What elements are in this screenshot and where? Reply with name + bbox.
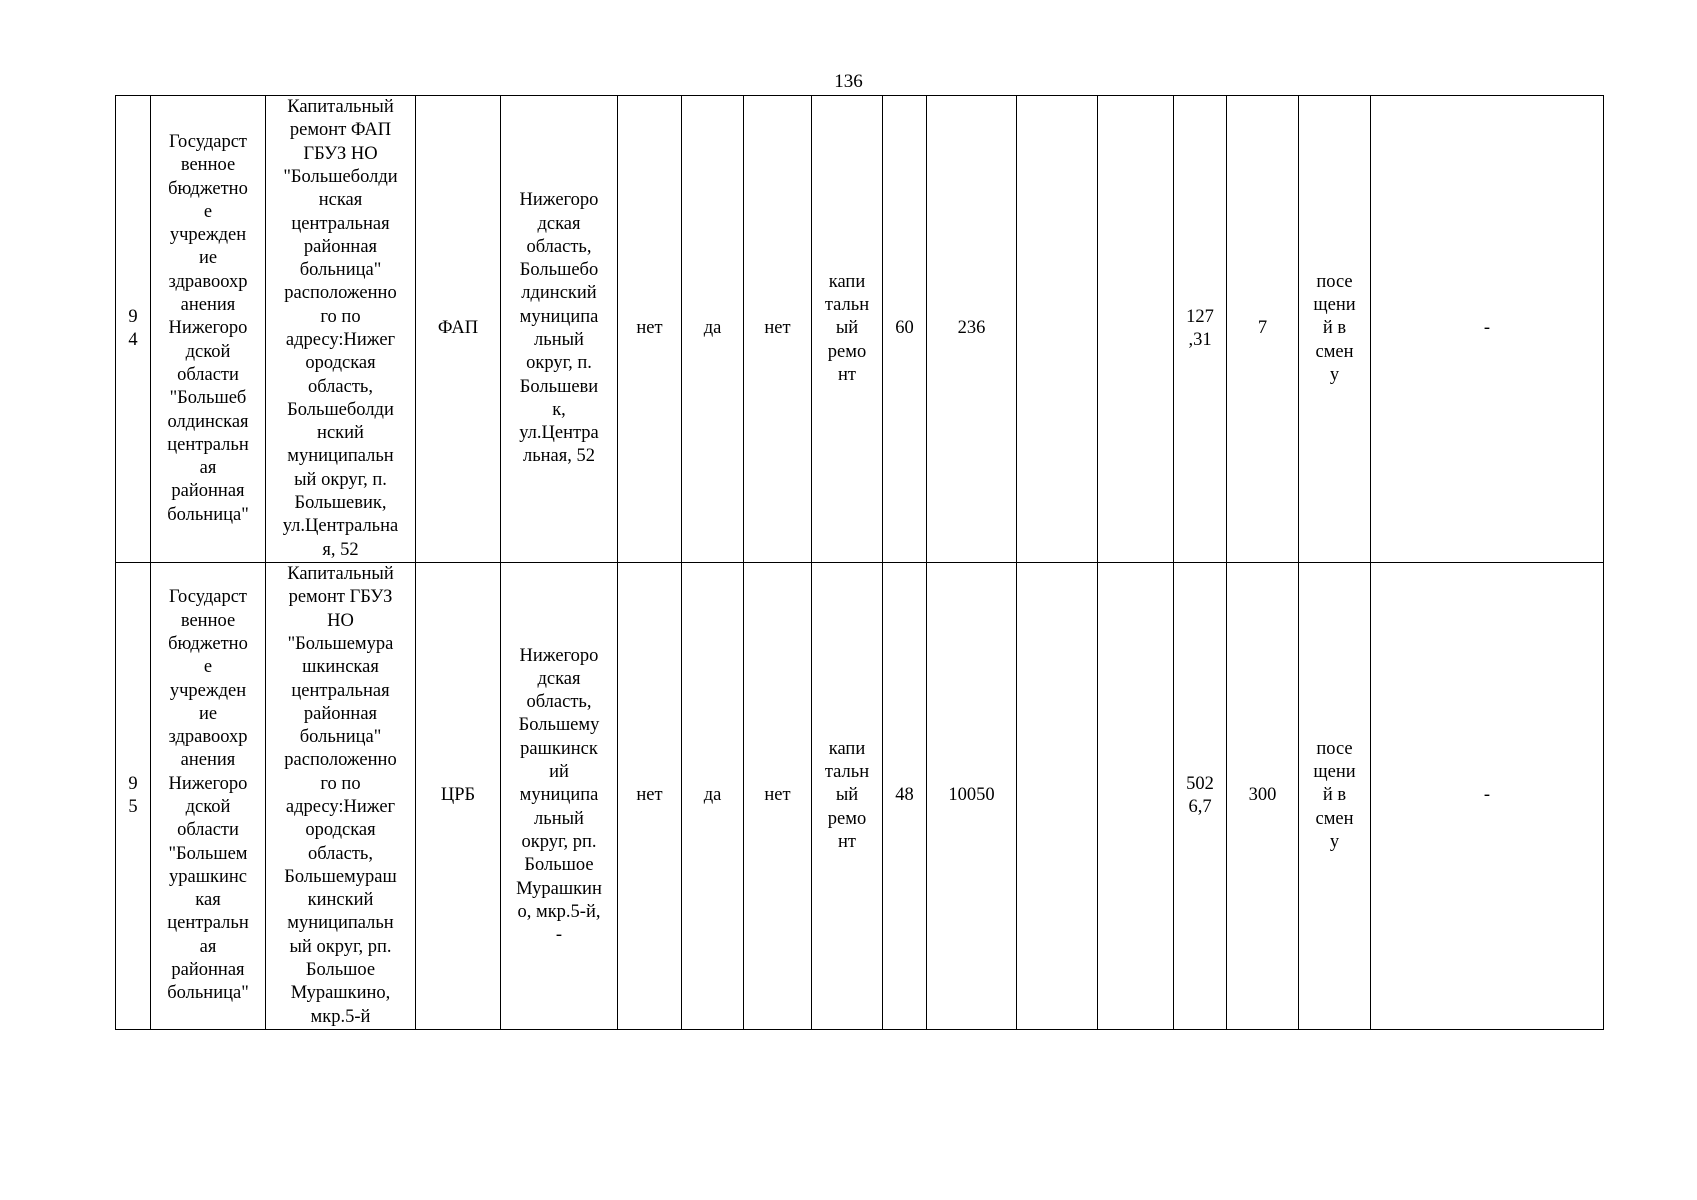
address-cell: Нижегоро дская область, Большему рашкинск ий муниципа льный округ, рп. Большое Мурашкин о, мкр.5-й, -: [501, 563, 618, 1030]
page-number: 136: [834, 71, 863, 92]
capacity-unit-cell: посе щени й в смен у: [1299, 563, 1371, 1030]
value-cell: 236: [927, 96, 1017, 563]
row-number-cell: 9 5: [116, 563, 151, 1030]
flag-cell: нет: [618, 563, 682, 1030]
capacity-unit-cell: посе щени й в смен у: [1299, 96, 1371, 563]
note-cell: -: [1371, 563, 1604, 1030]
capacity-cell: 7: [1227, 96, 1299, 563]
table-row: [116, 563, 1604, 1030]
value-cell: 48: [883, 563, 927, 1030]
capacity-cell: 300: [1227, 563, 1299, 1030]
address-cell: Нижегоро дская область, Большебо лдинский муниципа льный округ, п. Большеви к, ул.Центра льная, 52: [501, 96, 618, 563]
table-row: [116, 96, 1604, 563]
flag-cell: да: [682, 563, 744, 1030]
empty-cell: [1017, 96, 1098, 563]
work-description-cell: Капитальный ремонт ГБУЗ НО "Большемура шкинская центральная районная больница" расположенно го по адресу:Нижег ородская область, Большемураш кинский муниципальн ый округ, рп. Большое Мурашкино, мкр.5-й: [266, 563, 416, 1030]
value-cell: 127 ,31: [1174, 96, 1227, 563]
facility-type-cell: ЦРБ: [416, 563, 501, 1030]
institution-cell: Государст венное бюджетно е учрежден ие здравоохр анения Нижегоро дской области "Большем урашкинс кая центральн ая районная больница": [151, 563, 266, 1030]
row-number-cell: 9 4: [116, 96, 151, 563]
note-cell: -: [1371, 96, 1604, 563]
work-kind-cell: капи тальн ый ремо нт: [812, 96, 883, 563]
value-cell: 60: [883, 96, 927, 563]
facility-type-cell: ФАП: [416, 96, 501, 563]
flag-cell: нет: [618, 96, 682, 563]
institution-cell: Государст венное бюджетно е учрежден ие здравоохр анения Нижегоро дской области "Большеб олдинская центральн ая районная больница": [151, 96, 266, 563]
empty-cell: [1098, 96, 1174, 563]
work-description-cell: Капитальный ремонт ФАП ГБУЗ НО "Большеболди нская центральная районная больница" расположенно го по адресу:Нижег ородская область, Большеболди нский муниципальн ый округ, п. Большевик, ул.Центральна я, 52: [266, 96, 416, 563]
value-cell: 502 6,7: [1174, 563, 1227, 1030]
facilities-table: [115, 95, 1604, 1030]
value-cell: 10050: [927, 563, 1017, 1030]
work-kind-cell: капи тальн ый ремо нт: [812, 563, 883, 1030]
empty-cell: [1017, 563, 1098, 1030]
flag-cell: нет: [744, 96, 812, 563]
flag-cell: да: [682, 96, 744, 563]
flag-cell: нет: [744, 563, 812, 1030]
empty-cell: [1098, 563, 1174, 1030]
